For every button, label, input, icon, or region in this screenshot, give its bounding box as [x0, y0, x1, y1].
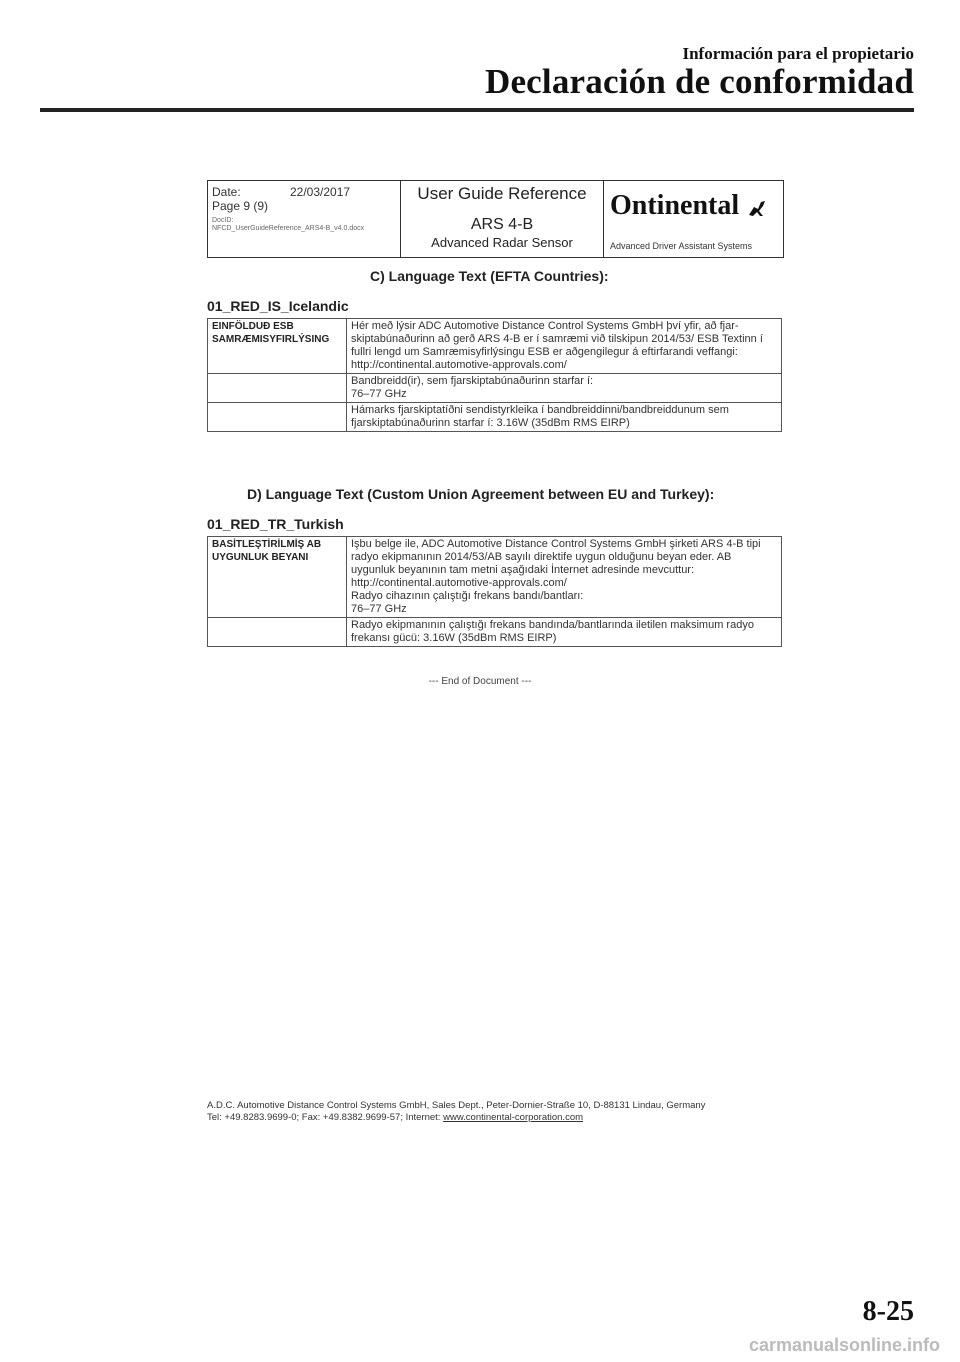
date-label: Date: — [212, 185, 241, 199]
table-cell — [208, 374, 347, 403]
logo-cell — [604, 181, 783, 257]
page-label: Page 9 (9) — [212, 199, 269, 213]
footer-contact — [207, 1112, 705, 1124]
declaration-text: Hér með lýsir ADC Automotive Distance Control Systems GmbH því yfir, að fjar-skiptabúnaðurinn að gerð ARS 4-B er í samræmi við tilskipun 2014/53/ ESB Textinn í fullri lengd um Samræmisyfirlýsingu ESB er aðgengilegur á eftirfarandi veffangi: — [351, 320, 763, 358]
power-text: Radyo ekipmanının çalıştığı frekans bandında/bantlarında iletilen maksimum radyo frekansı gücü: 3.16W (35dBm RMS EIRP) — [347, 618, 782, 647]
docid-label: DocID: — [212, 217, 234, 224]
table-row — [208, 537, 782, 618]
table-cell — [347, 537, 782, 618]
continental-logo — [610, 191, 777, 221]
document-header-table — [207, 180, 784, 258]
band-value: 76–77 GHz — [351, 603, 407, 615]
table-cell — [208, 618, 347, 647]
table-row — [208, 374, 782, 403]
band-value: 76–77 GHz — [351, 388, 407, 400]
footer-address: A.D.C. Automotive Distance Control Systems GmbH, Sales Dept., Peter-Dornier-Straße 10, D-88131 Lindau, Germany — [207, 1100, 706, 1111]
table-cell — [347, 319, 782, 374]
doc-meta-cell — [208, 181, 401, 257]
declaration-text: Işbu belge ile, ADC Automotive Distance Control Systems GmbH şirketi ARS 4-B tipi radyo ekipmanının 2014/53/AB sayılı direktife uygun olduğunu beyan eder. AB uygunluk beyanının tam metni aşağıdaki İnternet adresinde mevcuttur: — [351, 538, 761, 576]
page-title: Declaración de conformidad — [484, 62, 914, 101]
icelandic-declaration-table — [207, 318, 782, 432]
horse-icon — [746, 197, 768, 219]
declaration-label: BASİTLEŞTİRİLMİŞ AB UYGUNLUK BEYANI — [208, 537, 347, 618]
section-d-language-title: 01_RED_TR_Turkish — [207, 516, 344, 532]
footer-phone: Tel: +49.8283.9699-0; Fax: +49.8382.9699-57; Internet: — [207, 1112, 444, 1123]
page-number: 8-25 — [862, 1296, 914, 1327]
section-d-title: D) Language Text (Custom Union Agreement between EU and Turkey): — [247, 486, 715, 502]
logo-subtitle: Advanced Driver Assistant Systems — [610, 241, 753, 251]
section-c-title: C) Language Text (EFTA Countries): — [370, 268, 609, 284]
date-value: 22/03/2017 — [290, 185, 351, 199]
table-row — [208, 319, 782, 374]
ref-title: User Guide Reference — [417, 184, 587, 203]
chapter-subtitle: Información para el propietario — [682, 44, 914, 63]
site-watermark: carmanualsonline.info — [748, 1335, 940, 1355]
table-cell — [208, 403, 347, 432]
band-label: Radyo cihazının çalıştığı frekans bandı/bantları: — [351, 590, 584, 602]
declaration-url: http://continental.automotive-approvals.com/ — [351, 359, 567, 371]
declaration-label: EINFÖLDUÐ ESB SAMRÆMISYFIRLÝSING — [208, 319, 347, 374]
power-text: Hámarks fjarskiptatíðni sendistyrkleika í bandbreiddinni/bandbreiddunum sem fjarskiptabúnaðurinn starfar í: 3.16W (35dBm RMS EIRP) — [347, 403, 782, 432]
product-desc: Advanced Radar Sensor — [431, 235, 573, 250]
table-row — [208, 618, 782, 647]
section-c-language-title: 01_RED_IS_Icelandic — [207, 298, 349, 314]
docid-value: NFCD_UserGuideReference_ARS4-B_v4.0.docx — [212, 225, 365, 232]
doc-title-cell — [401, 181, 604, 257]
table-row — [208, 403, 782, 432]
declaration-url: http://continental.automotive-approvals.com/ — [351, 577, 567, 589]
turkish-declaration-table — [207, 536, 782, 647]
header-rule — [40, 108, 914, 112]
table-cell — [347, 374, 782, 403]
footer-website-link[interactable]: www.continental-corporation.com — [443, 1112, 584, 1123]
logo-text: Ontinental — [610, 190, 740, 221]
product-name: ARS 4-B — [470, 216, 534, 233]
end-of-document: --- End of Document --- — [428, 676, 532, 687]
company-footer — [207, 1100, 705, 1124]
band-label: Bandbreidd(ir), sem fjarskiptabúnaðurinn starfar í: — [351, 375, 594, 387]
